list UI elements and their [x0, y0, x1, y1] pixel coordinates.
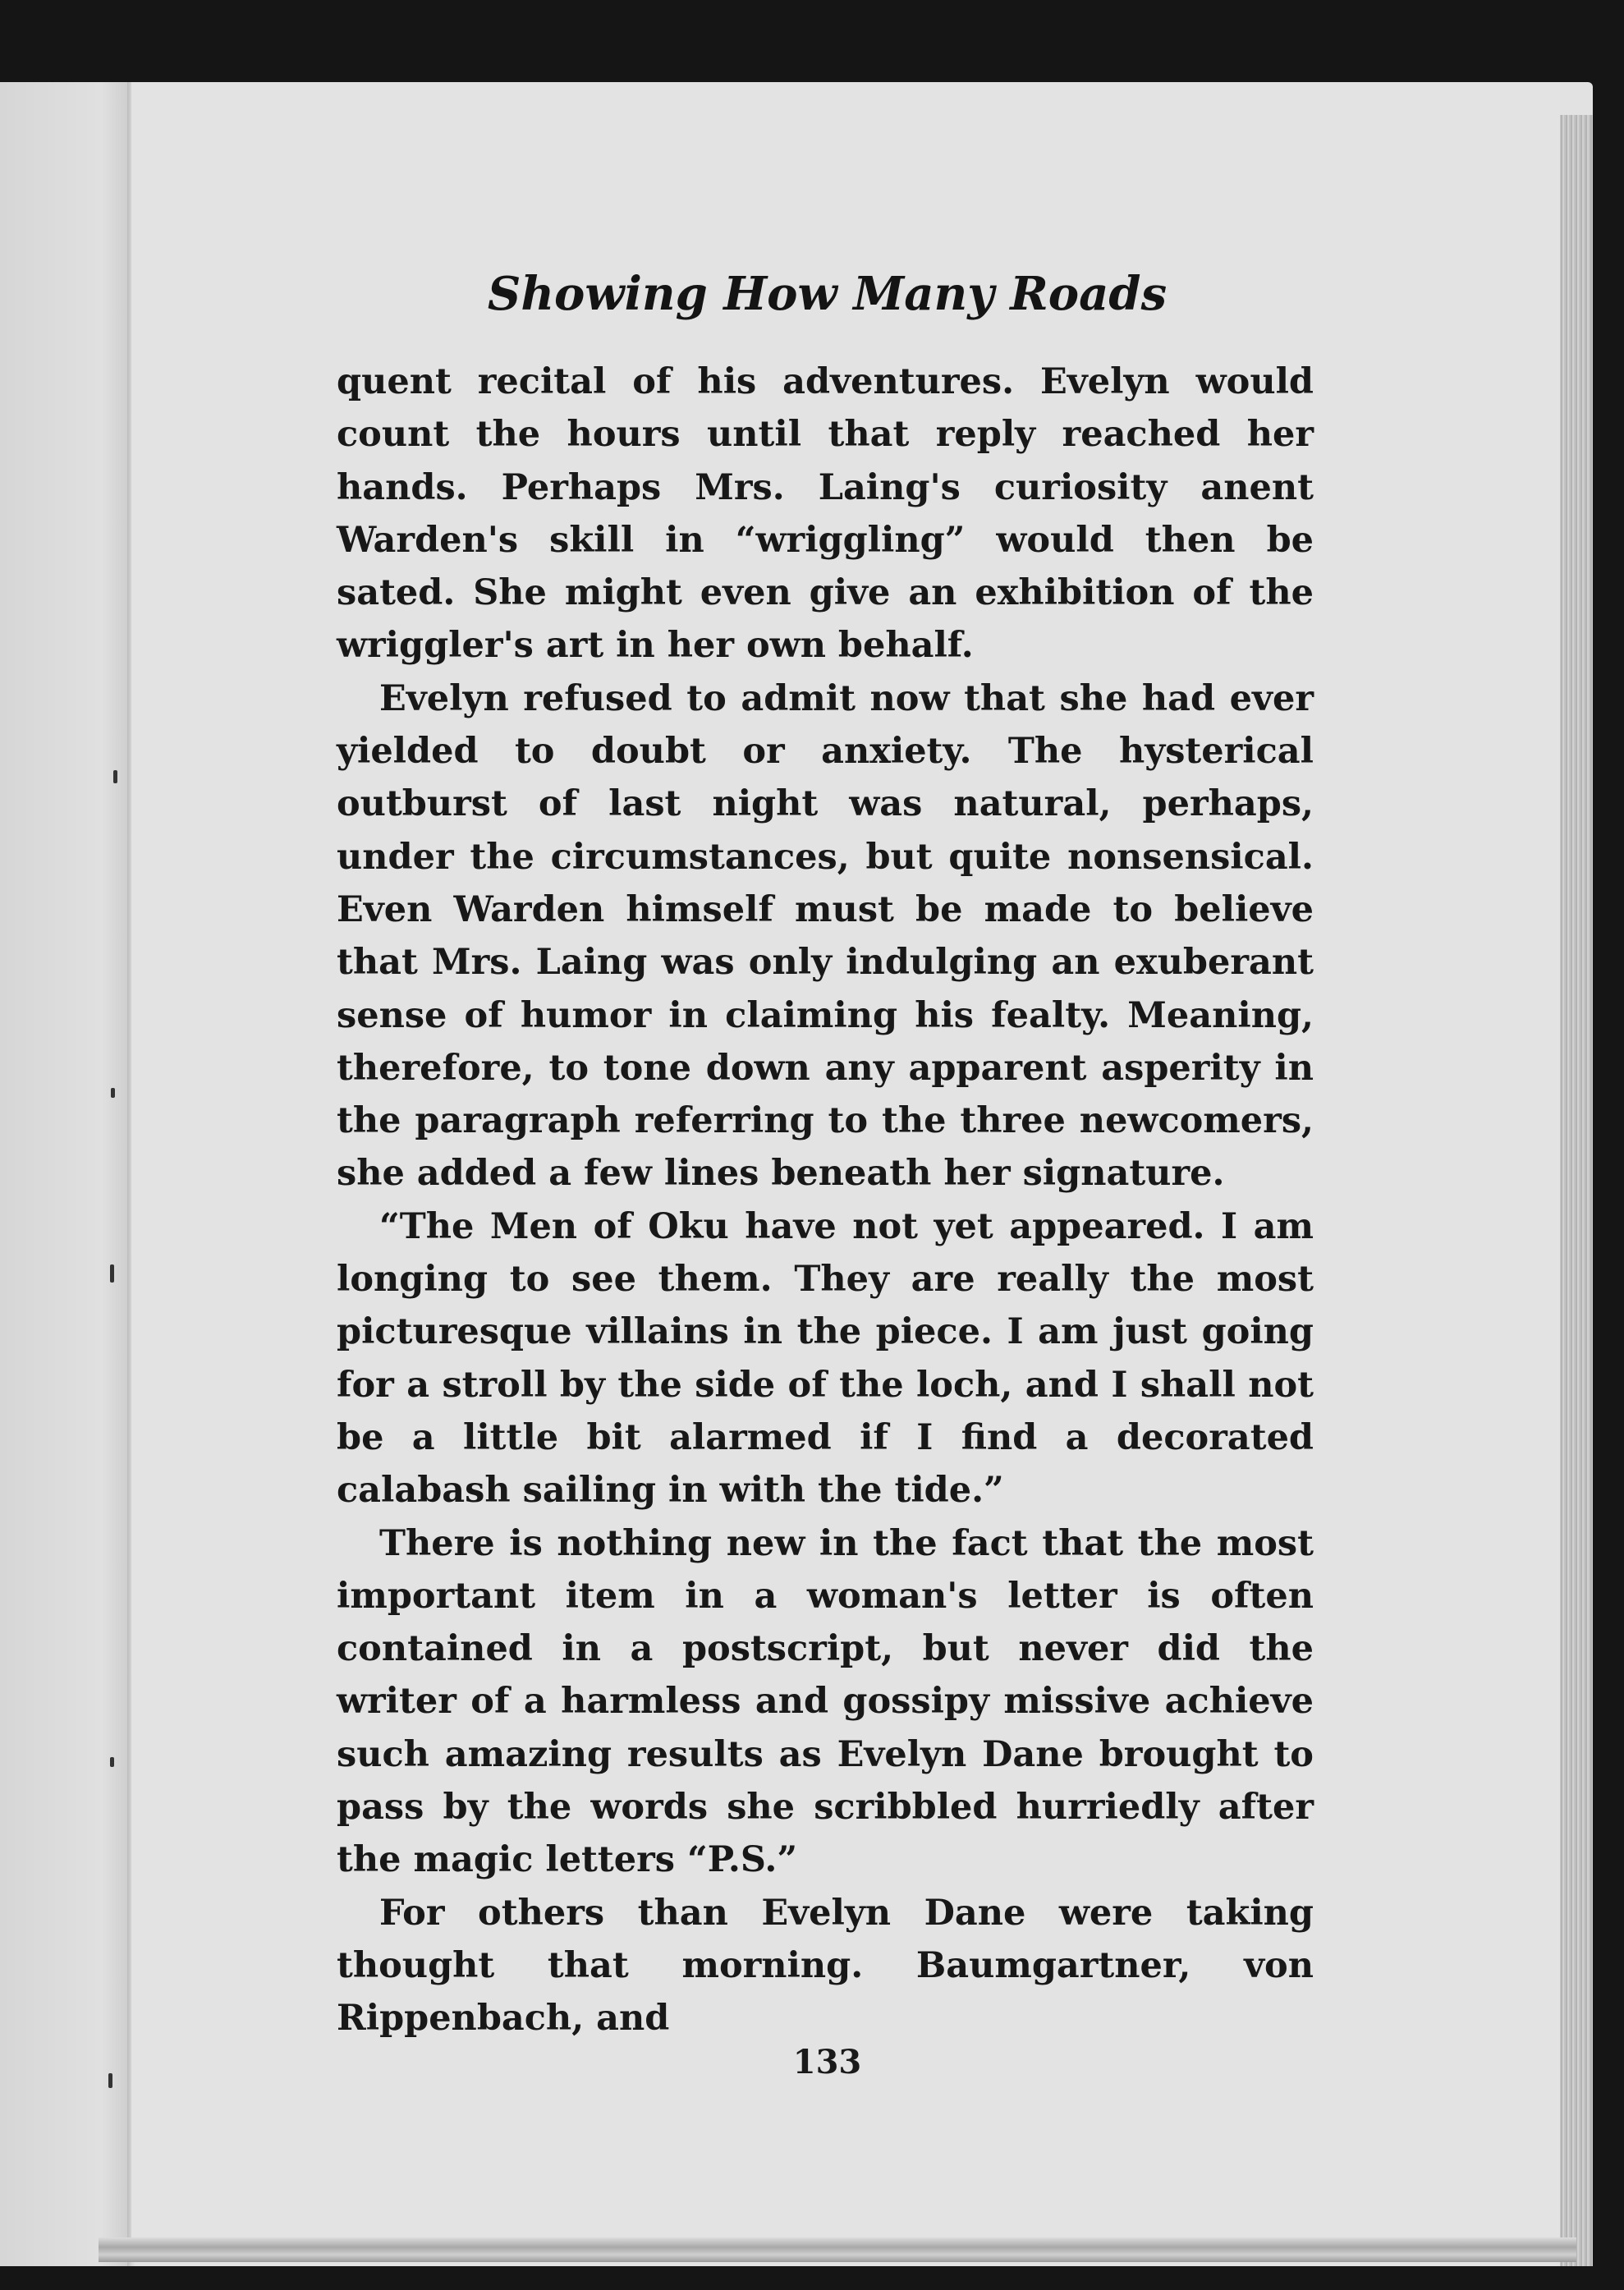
margin-mark [108, 2073, 112, 2088]
margin-mark [111, 1088, 115, 1098]
paragraph: There is nothing new in the fact that the most important item in a woman's letter is often contained in a postscript, but never did the writer of a harmless and gossipy missive achieve such amazing results as Evelyn Dane brought to pass by the words she scribbled hurriedly after the magic letters “P.S.” [337, 1522, 1314, 1881]
book-page [131, 82, 1560, 2237]
page-number: 133 [792, 2043, 862, 2081]
paragraph: For others than Evelyn Dane were taking thought that morning. Baumgartner, von Rippenbach, and [337, 1892, 1314, 2040]
facing-page-edge [0, 82, 127, 2266]
open-book [0, 82, 1593, 2266]
paragraph: quent recital of his adventures. Evelyn would count the hours until that reply reached her hands. Perhaps Mrs. Laing's curiosity anent Warden's skill in “wriggling” would then be sated. She might even give an exhibition of the wriggler's art in her own behalf. [337, 361, 1314, 667]
page-body [337, 356, 1314, 2045]
paragraph: Evelyn refused to admit now that she had ever yielded to doubt or anxiety. The hysterical outburst of last night was natural, perhaps, under the circumstances, but quite nonsensical. Even Warden himself must be made to believe that Mrs. Laing was only indulging an exuberant sense of humor in claiming his fealty. Meaning, therefore, to tone down any apparent asperity in the paragraph referring to the three newcomers, she added a few lines beneath her signature. [337, 677, 1314, 1195]
margin-mark [113, 770, 117, 783]
margin-mark [110, 1757, 114, 1767]
page-stack-edge [1560, 115, 1593, 2266]
margin-mark [110, 1264, 114, 1283]
paragraph: “The Men of Oku have not yet appeared. I am longing to see them. They are really the most picturesque villains in the piece. I am just going for a stroll by the side of the loch, and I shall not be a little bit alarmed if I find a decorated calabash sailing in with the tide.” [337, 1205, 1314, 1512]
page-stack-bottom [99, 2237, 1576, 2262]
running-head: Showing How Many Roads [487, 267, 1168, 321]
